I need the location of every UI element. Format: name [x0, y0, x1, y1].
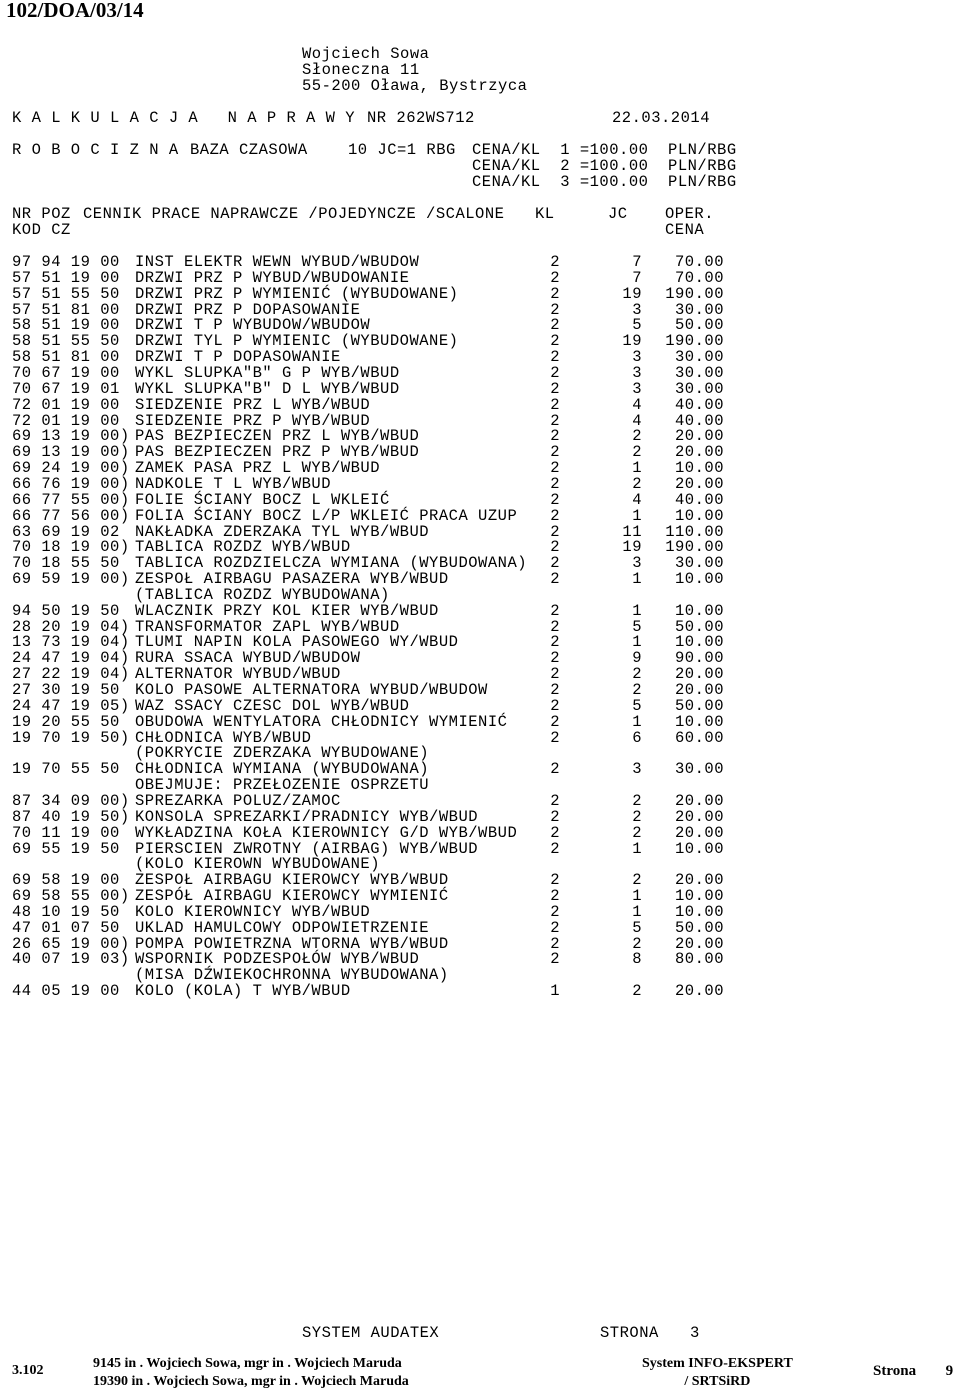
item-description: FOLIE ŚCIANY BOCZ L WKLEIĆ — [135, 490, 390, 509]
item-code: 27 22 19 04) — [12, 665, 130, 684]
table-row — [12, 649, 724, 668]
table-row — [12, 459, 724, 478]
item-price: 10.00 — [674, 570, 724, 588]
calculation-title: K A L K U L A C J A N A P R A W Y — [12, 109, 356, 127]
item-continuation: OBEJMUJE: PRZEŁOZENIE OSPRZETU — [135, 776, 430, 795]
table-row — [12, 728, 724, 747]
item-jc: 2 — [632, 681, 642, 699]
item-kl: 2 — [550, 934, 560, 953]
item-code: 69 13 19 00) — [12, 443, 130, 462]
table-row — [12, 665, 724, 684]
item-price: 20.00 — [674, 982, 724, 1001]
table-row — [12, 348, 724, 367]
item-description: KOLO PASOWE ALTERNATORA WYBUD/WBUDOW — [135, 681, 488, 699]
item-code: 58 51 19 00 — [12, 316, 120, 335]
item-kl: 2 — [550, 570, 560, 588]
item-kl: 2 — [550, 506, 560, 525]
item-kl: 2 — [550, 871, 560, 890]
item-description: SIEDZENIE PRZ L WYB/WBUD — [135, 395, 371, 414]
table-row — [12, 807, 724, 826]
item-code: 69 59 19 00) — [12, 570, 130, 588]
item-code: 97 94 19 00 — [12, 253, 120, 271]
item-price: 20.00 — [674, 443, 724, 462]
item-description: TLUMI NAPIN KOLA PASOWEGO WY/WBUD — [135, 633, 459, 652]
footer-page-label: Strona — [873, 1363, 917, 1379]
table-row — [12, 934, 724, 953]
item-jc: 3 — [632, 300, 642, 319]
table-row — [12, 918, 724, 937]
item-code: 24 47 19 04) — [12, 649, 130, 668]
item-kl: 2 — [550, 633, 560, 652]
item-description: PAS BEZPIECZEN PRZ P WYB/WBUD — [135, 443, 420, 462]
item-kl: 2 — [550, 649, 560, 668]
table-row — [12, 253, 724, 271]
item-jc: 2 — [632, 791, 642, 810]
item-code: 70 11 19 00 — [12, 823, 120, 842]
item-kl: 2 — [550, 887, 560, 905]
item-jc: 6 — [632, 728, 642, 747]
item-description: OBUDOWA WENTYLATORA CHŁODNICY WYMIENIĆ — [135, 712, 508, 731]
col-description: CENNIK PRACE NAPRAWCZE /POJEDYNCZE /SCALONE — [83, 205, 505, 223]
item-price: 50.00 — [674, 316, 724, 335]
item-price: 50.00 — [674, 617, 724, 636]
item-price: 190.00 — [665, 284, 724, 303]
item-price: 20.00 — [674, 427, 724, 446]
item-price: 190.00 — [665, 332, 724, 351]
footer-page — [873, 1363, 953, 1380]
item-code: 44 05 19 00 — [12, 982, 120, 1001]
item-kl: 2 — [550, 902, 560, 921]
item-kl: 2 — [550, 617, 560, 636]
item-jc: 5 — [632, 617, 642, 636]
table-row — [12, 601, 724, 620]
item-description: ZAMEK PASA PRZ L WYB/WBUD — [135, 459, 381, 478]
item-jc: 5 — [632, 696, 642, 715]
footer-system-audatex: SYSTEM AUDATEX — [302, 1324, 440, 1342]
item-code: 40 07 19 03) — [12, 950, 130, 969]
item-kl: 2 — [550, 459, 560, 478]
item-kl: 2 — [550, 839, 560, 858]
item-kl: 2 — [550, 791, 560, 810]
table-row — [12, 490, 724, 509]
labour-rate-3: CENA/KL 3 =100.00 PLN/RBG — [472, 173, 737, 191]
labour-rate-1: CENA/KL 1 =100.00 PLN/RBG — [472, 141, 737, 159]
col-jc: JC — [608, 205, 628, 223]
table-row — [12, 982, 724, 1001]
item-price: 90.00 — [674, 649, 724, 668]
item-price: 20.00 — [674, 934, 724, 953]
item-jc: 1 — [632, 459, 642, 478]
item-jc: 1 — [632, 839, 642, 858]
footer-strona-number: 3 — [690, 1324, 700, 1342]
item-code: 87 40 19 50) — [12, 807, 130, 826]
item-jc: 3 — [632, 379, 642, 398]
item-jc: 1 — [632, 887, 642, 905]
item-description: DRZWI T P WYBUDOW/WBUDOW — [135, 316, 371, 335]
col-oper: OPER. — [665, 205, 715, 223]
table-row — [12, 443, 724, 462]
item-price: 20.00 — [674, 807, 724, 826]
item-description: INST ELEKTR WEWN WYBUD/WBUDOW — [135, 253, 420, 271]
item-kl: 2 — [550, 601, 560, 620]
item-price: 30.00 — [674, 364, 724, 382]
table-row — [12, 570, 724, 588]
item-kl: 2 — [550, 284, 560, 303]
item-jc: 19 — [622, 284, 642, 303]
item-description: KONSOLA SPREZARKI/PRADNICY WYB/WBUD — [135, 807, 479, 826]
footer-system-line-1: System INFO-EKSPERT — [642, 1356, 793, 1371]
item-continuation: (MISA DŹWIEKOCHRONNA WYBUDOWANA) — [135, 966, 449, 985]
item-continuation: (KOLO KIEROWN WYBUDOWANE) — [135, 855, 381, 874]
item-description: KOLO (KOLA) T WYB/WBUD — [135, 982, 351, 1001]
table-row — [12, 871, 724, 890]
item-jc: 2 — [632, 474, 642, 493]
item-jc: 2 — [632, 807, 642, 826]
item-code: 72 01 19 00 — [12, 411, 120, 430]
item-kl: 2 — [550, 554, 560, 573]
item-price: 10.00 — [674, 601, 724, 620]
item-code: 69 55 19 50 — [12, 839, 120, 858]
table-row — [12, 364, 724, 382]
table-row — [12, 427, 724, 446]
item-description: WSPORNIK PODZESPOŁÓW WYB/WBUD — [135, 950, 420, 969]
item-code: 70 67 19 01 — [12, 379, 120, 398]
item-description: NADKOLE T L WYB/WBUD — [135, 474, 332, 493]
table-row — [12, 538, 724, 557]
address-block — [0, 0, 960, 95]
item-code: 48 10 19 50 — [12, 902, 120, 921]
item-kl: 2 — [550, 316, 560, 335]
table-row — [12, 300, 724, 319]
footer-system — [642, 1355, 793, 1391]
item-description: FOLIA ŚCIANY BOCZ L/P WKLEIĆ PRACA UZUP — [135, 506, 518, 525]
item-price: 50.00 — [674, 918, 724, 937]
table-row — [12, 506, 724, 525]
item-price: 70.00 — [674, 268, 724, 287]
item-description: NAKŁADKA ZDERZAKA TYL WYB/WBUD — [135, 522, 430, 541]
item-kl: 2 — [550, 918, 560, 937]
col-cena: CENA — [665, 221, 705, 239]
item-code: 69 58 19 00 — [12, 871, 120, 890]
item-price: 30.00 — [674, 379, 724, 398]
item-description: DRZWI PRZ P WYMIENIĆ (WYBUDOWANE) — [135, 284, 459, 303]
item-kl: 2 — [550, 364, 560, 382]
table-row — [12, 902, 724, 921]
item-code: 57 51 19 00 — [12, 268, 120, 287]
item-description: ZESPOŁ AIRBAGU PASAZERA WYB/WBUD — [135, 570, 449, 588]
item-code: 19 70 19 50) — [12, 728, 130, 747]
document-id: 102/DOA/03/14 — [6, 0, 144, 22]
item-jc: 3 — [632, 760, 642, 779]
item-kl: 2 — [550, 665, 560, 684]
footer-system-line-2: / SRTSiRD — [684, 1374, 751, 1389]
table-row — [12, 950, 724, 969]
item-jc: 19 — [622, 538, 642, 557]
item-kl: 2 — [550, 490, 560, 509]
item-kl: 2 — [550, 696, 560, 715]
item-code: 70 18 55 50 — [12, 554, 120, 573]
item-price: 30.00 — [674, 760, 724, 779]
item-code: 87 34 09 00) — [12, 791, 130, 810]
item-jc: 7 — [632, 268, 642, 287]
item-description: POMPA POWIETRZNA WTORNA WYB/WBUD — [135, 934, 449, 953]
item-jc: 4 — [632, 395, 642, 414]
table-row — [12, 696, 724, 715]
item-code: 69 58 55 00) — [12, 887, 130, 905]
item-description: ZESPÓŁ AIRBAGU KIEROWCY WYMIENIĆ — [135, 887, 449, 905]
item-code: 66 76 19 00) — [12, 474, 130, 493]
footer-authors-line-2: 19390 in . Wojciech Sowa, mgr in . Wojciech Maruda — [93, 1374, 409, 1389]
item-price: 10.00 — [674, 839, 724, 858]
item-price: 20.00 — [674, 681, 724, 699]
item-price: 10.00 — [674, 712, 724, 731]
table-row — [12, 887, 724, 905]
item-code: 57 51 55 50 — [12, 284, 120, 303]
item-kl: 2 — [550, 395, 560, 414]
item-jc: 7 — [632, 253, 642, 271]
item-jc: 11 — [622, 522, 642, 541]
item-price: 30.00 — [674, 300, 724, 319]
item-price: 20.00 — [674, 823, 724, 842]
item-code: 19 20 55 50 — [12, 712, 120, 731]
item-kl: 2 — [550, 443, 560, 462]
item-description: UKLAD HAMULCOWY ODPOWIETRZENIE — [135, 918, 430, 937]
item-code: 28 20 19 04) — [12, 617, 130, 636]
item-jc: 2 — [632, 427, 642, 446]
item-price: 40.00 — [674, 395, 724, 414]
table-row — [12, 554, 724, 573]
item-price: 70.00 — [674, 253, 724, 271]
item-code: 69 24 19 00) — [12, 459, 130, 478]
col-kod-cz: KOD CZ — [12, 221, 71, 239]
item-description: WYKL SLUPKA"B" G P WYB/WBUD — [135, 364, 400, 382]
table-row — [12, 284, 724, 303]
table-row — [12, 316, 724, 335]
item-code: 70 18 19 00) — [12, 538, 130, 557]
item-description: CHŁODNICA WYB/WBUD — [135, 728, 312, 747]
item-kl: 2 — [550, 474, 560, 493]
item-code: 47 01 07 50 — [12, 918, 120, 937]
calculation-number: NR 262WS712 — [367, 109, 475, 127]
item-price: 20.00 — [674, 791, 724, 810]
labour-title: R O B O C I Z N A — [12, 141, 179, 159]
address-city: 55-200 Oława, Bystrzyca — [302, 77, 528, 95]
item-description: DRZWI T P DOPASOWANIE — [135, 348, 341, 367]
item-continuation: (TABLICA ROZDZ WYBUDOWANA) — [135, 585, 390, 604]
item-jc: 9 — [632, 649, 642, 668]
item-jc: 4 — [632, 411, 642, 430]
item-price: 20.00 — [674, 474, 724, 493]
item-jc: 1 — [632, 506, 642, 525]
item-code: 66 77 55 00) — [12, 490, 130, 509]
item-kl: 2 — [550, 300, 560, 319]
item-description: RURA SSACA WYBUD/WBUDOW — [135, 649, 361, 668]
table-row — [12, 633, 724, 652]
table-row — [12, 791, 724, 810]
table-row — [12, 681, 724, 699]
item-kl: 2 — [550, 538, 560, 557]
footer-authors-line-1: 9145 in . Wojciech Sowa, mgr in . Wojciech Maruda — [93, 1356, 402, 1371]
table-row — [12, 411, 724, 430]
item-price: 40.00 — [674, 411, 724, 430]
item-jc: 4 — [632, 490, 642, 509]
item-description: ZESPOŁ AIRBAGU KIEROWCY WYB/WBUD — [135, 871, 449, 890]
item-jc: 2 — [632, 934, 642, 953]
item-price: 20.00 — [674, 665, 724, 684]
item-description: WAZ SSACY CZESC DOL WYB/WBUD — [135, 696, 410, 715]
item-price: 10.00 — [674, 506, 724, 525]
item-kl: 2 — [550, 522, 560, 541]
item-kl: 2 — [550, 712, 560, 731]
item-description: KOLO KIEROWNICY WYB/WBUD — [135, 902, 371, 921]
item-code: 94 50 19 50 — [12, 601, 120, 620]
item-code: 69 13 19 00) — [12, 427, 130, 446]
table-row — [12, 332, 724, 351]
item-jc: 5 — [632, 918, 642, 937]
item-kl: 2 — [550, 728, 560, 747]
item-description: WYKŁADZINA KOŁA KIEROWNICY G/D WYB/WBUD — [135, 823, 518, 842]
item-description: DRZWI PRZ P DOPASOWANIE — [135, 300, 361, 319]
col-kl: KL — [535, 205, 555, 223]
col-nr-poz: NR POZ — [12, 205, 71, 223]
item-jc: 2 — [632, 982, 642, 1001]
item-price: 50.00 — [674, 696, 724, 715]
item-description: ALTERNATOR WYBUD/WBUD — [135, 665, 341, 684]
item-description: TABLICA ROZDZIELCZA WYMIANA (WYBUDOWANA) — [135, 554, 528, 573]
table-row — [12, 760, 724, 779]
item-kl: 2 — [550, 760, 560, 779]
item-code: 63 69 19 02 — [12, 522, 120, 541]
item-code: 70 67 19 00 — [12, 364, 120, 382]
item-code: 26 65 19 00) — [12, 934, 130, 953]
item-continuation: (POKRYCIE ZDERZAKA WYBUDOWANE) — [135, 744, 430, 763]
item-price: 10.00 — [674, 902, 724, 921]
item-kl: 2 — [550, 807, 560, 826]
item-code: 58 51 55 50 — [12, 332, 120, 351]
table-row — [12, 268, 724, 287]
item-jc: 5 — [632, 316, 642, 335]
item-code: 66 77 56 00) — [12, 506, 130, 525]
item-price: 30.00 — [674, 554, 724, 573]
item-jc: 2 — [632, 665, 642, 684]
item-price: 110.00 — [665, 522, 724, 541]
item-description: TABLICA ROZDZ WYB/WBUD — [135, 538, 351, 557]
item-price: 190.00 — [665, 538, 724, 557]
item-description: DRZWI PRZ P WYBUD/WBUDOWANIE — [135, 268, 410, 287]
item-description: SIEDZENIE PRZ P WYB/WBUD — [135, 411, 371, 430]
item-jc: 1 — [632, 633, 642, 652]
item-description: PAS BEZPIECZEN PRZ L WYB/WBUD — [135, 427, 420, 446]
table-row — [12, 839, 724, 858]
table-row — [12, 379, 724, 398]
item-kl: 2 — [550, 681, 560, 699]
item-price: 40.00 — [674, 490, 724, 509]
item-description: TRANSFORMATOR ZAPL WYB/WBUD — [135, 617, 400, 636]
item-code: 24 47 19 05) — [12, 696, 130, 715]
table-row — [12, 712, 724, 731]
item-code: 19 70 55 50 — [12, 760, 120, 779]
item-kl: 2 — [550, 332, 560, 351]
item-jc: 3 — [632, 348, 642, 367]
item-code: 58 51 81 00 — [12, 348, 120, 367]
item-kl: 2 — [550, 950, 560, 969]
item-code: 27 30 19 50 — [12, 681, 120, 699]
footer-strona-label: STRONA — [600, 1324, 659, 1342]
item-jc: 3 — [632, 364, 642, 382]
item-kl: 2 — [550, 348, 560, 367]
item-jc: 3 — [632, 554, 642, 573]
item-price: 20.00 — [674, 871, 724, 890]
item-jc: 1 — [632, 902, 642, 921]
address-street: Słoneczna 11 — [302, 61, 420, 79]
labour-jc: 10 JC=1 RBG — [348, 141, 456, 159]
item-price: 30.00 — [674, 348, 724, 367]
item-price: 10.00 — [674, 459, 724, 478]
table-row — [12, 823, 724, 842]
item-jc: 1 — [632, 712, 642, 731]
item-price: 10.00 — [674, 887, 724, 905]
table-row — [12, 522, 724, 541]
address-name: Wojciech Sowa — [302, 45, 430, 63]
footer-page-number: 9 — [945, 1363, 954, 1379]
table-row — [12, 474, 724, 493]
item-description: DRZWI TYL P WYMIENIC (WYBUDOWANE) — [135, 332, 459, 351]
item-description: WYKL SLUPKA"B" D L WYB/WBUD — [135, 379, 400, 398]
item-kl: 1 — [550, 982, 560, 1001]
item-jc: 19 — [622, 332, 642, 351]
item-jc: 1 — [632, 601, 642, 620]
item-code: 72 01 19 00 — [12, 395, 120, 414]
item-description: PIERSCIEN ZWROTNY (AIRBAG) WYB/WBUD — [135, 839, 479, 858]
item-price: 60.00 — [674, 728, 724, 747]
item-description: SPREZARKA POLUZ/ZAMOC — [135, 791, 341, 810]
item-kl: 2 — [550, 411, 560, 430]
item-price: 10.00 — [674, 633, 724, 652]
footer-authors — [93, 1355, 409, 1391]
item-code: 57 51 81 00 — [12, 300, 120, 319]
item-jc: 1 — [632, 570, 642, 588]
item-jc: 2 — [632, 871, 642, 890]
labour-rate-2: CENA/KL 2 =100.00 PLN/RBG — [472, 157, 737, 175]
item-jc: 2 — [632, 823, 642, 842]
table-row — [12, 395, 724, 414]
item-kl: 2 — [550, 253, 560, 271]
item-kl: 2 — [550, 823, 560, 842]
table-row — [12, 617, 724, 636]
labour-basis: BAZA CZASOWA — [190, 141, 308, 159]
item-code: 13 73 19 04) — [12, 633, 130, 652]
footer-section-number: 3.102 — [12, 1363, 44, 1378]
item-price: 80.00 — [674, 950, 724, 969]
item-description: CHŁODNICA WYMIANA (WYBUDOWANA) — [135, 760, 430, 779]
item-jc: 2 — [632, 443, 642, 462]
item-kl: 2 — [550, 427, 560, 446]
item-kl: 2 — [550, 379, 560, 398]
item-jc: 8 — [632, 950, 642, 969]
item-kl: 2 — [550, 268, 560, 287]
item-description: WLACZNIK PRZY KOL KIER WYB/WBUD — [135, 601, 439, 620]
calculation-date: 22.03.2014 — [612, 109, 711, 127]
